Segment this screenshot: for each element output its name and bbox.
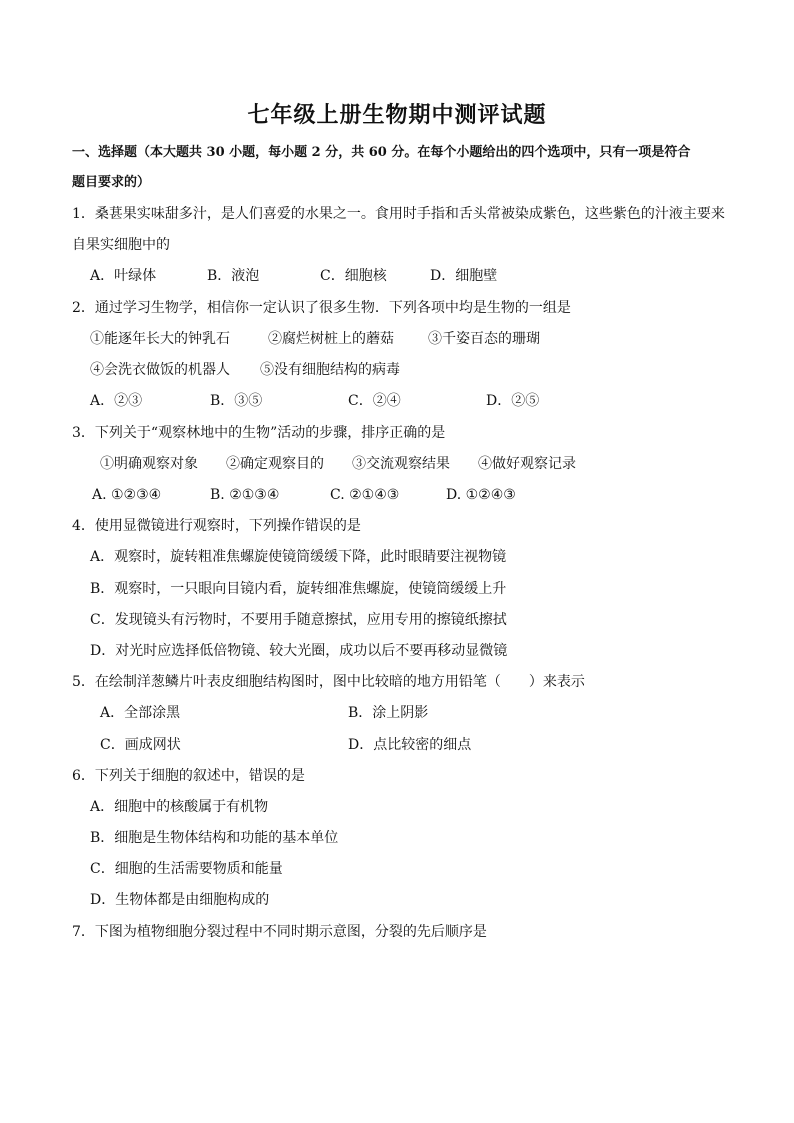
q3-item-1: ①明确观察对象	[100, 456, 198, 472]
q3-option-a: A. ①②③④	[92, 487, 162, 503]
page-title: 七年级上册生物期中测评试题	[247, 102, 547, 128]
q2-item-5: ⑤没有细胞结构的病毒	[260, 362, 400, 378]
q3-item-2: ②确定观察目的	[226, 456, 324, 472]
section-heading-line1: 一、选择题（本大题共 30 小题，每小题 2 分，共 60 分。在每个小题给出的四个选项中，只有一项是符合	[72, 145, 691, 160]
q2-option-b: B．③⑤	[210, 393, 263, 409]
q5-option-b: B．涂上阴影	[348, 705, 429, 721]
q4-option-a: A．观察时，旋转粗准焦螺旋使镜筒缓缓下降，此时眼睛要注视物镜	[90, 549, 507, 565]
q1-option-d: D．细胞壁	[430, 268, 498, 284]
q4-option-b: B．观察时，一只眼向目镜内看，旋转细准焦螺旋，使镜筒缓缓上升	[90, 581, 507, 597]
q3-option-b: B. ②①③④	[210, 487, 280, 503]
q5-stem: 5．在绘制洋葱鳞片叶表皮细胞结构图时，图中比较暗的地方用铅笔（ ）来表示	[72, 674, 585, 690]
q1-stem-line2: 自果实细胞中的	[72, 237, 170, 253]
q4-stem: 4．使用显微镜进行观察时，下列操作错误的是	[72, 518, 361, 534]
q2-option-c: C．②④	[348, 393, 401, 409]
q2-item-4: ④会洗衣做饭的机器人	[90, 362, 230, 378]
q2-option-d: D．②⑤	[486, 393, 540, 409]
q3-item-4: ④做好观察记录	[478, 456, 576, 472]
q3-option-c: C. ②①④③	[330, 487, 400, 503]
q5-option-a: A．全部涂黑	[100, 705, 181, 721]
q1-option-c: C．细胞核	[320, 268, 387, 284]
q3-option-d: D. ①②④③	[446, 487, 516, 503]
q2-stem: 2．通过学习生物学，相信你一定认识了很多生物．下列各项中均是生物的一组是	[72, 300, 571, 316]
q2-item-3: ③千姿百态的珊瑚	[428, 331, 540, 347]
q3-item-3: ③交流观察结果	[352, 456, 450, 472]
q4-option-d: D．对光时应选择低倍物镜、较大光圈，成功以后不要再移动显微镜	[90, 643, 508, 659]
q6-option-b: B．细胞是生物体结构和功能的基本单位	[90, 830, 339, 846]
q5-option-c: C．画成网状	[100, 737, 181, 753]
q2-option-a: A．②③	[90, 393, 143, 409]
q3-stem: 3．下列关于“观察林地中的生物”活动的步骤，排序正确的是	[72, 425, 446, 441]
section-heading-line2: 题目要求的）	[72, 175, 151, 190]
q2-item-1: ①能逐年长大的钟乳石	[90, 331, 230, 347]
q6-option-c: C．细胞的生活需要物质和能量	[90, 861, 283, 877]
q2-item-2: ②腐烂树桩上的蘑菇	[268, 331, 394, 347]
q1-option-b: B．液泡	[207, 268, 260, 284]
q7-stem: 7．下图为植物细胞分裂过程中不同时期示意图，分裂的先后顺序是	[72, 924, 487, 940]
q6-option-d: D．生物体都是由细胞构成的	[90, 892, 270, 908]
q4-option-c: C．发现镜头有污物时，不要用手随意擦拭，应用专用的擦镜纸擦拭	[90, 612, 507, 628]
q1-option-a: A．叶绿体	[90, 268, 157, 284]
q6-stem: 6．下列关于细胞的叙述中，错误的是	[72, 768, 305, 784]
q6-option-a: A．细胞中的核酸属于有机物	[90, 799, 269, 815]
q1-stem-line1: 1．桑葚果实味甜多汁，是人们喜爱的水果之一。食用时手指和舌头常被染成紫色，这些紫色的汁液主要来	[72, 206, 725, 222]
q5-option-d: D．点比较密的细点	[348, 737, 472, 753]
